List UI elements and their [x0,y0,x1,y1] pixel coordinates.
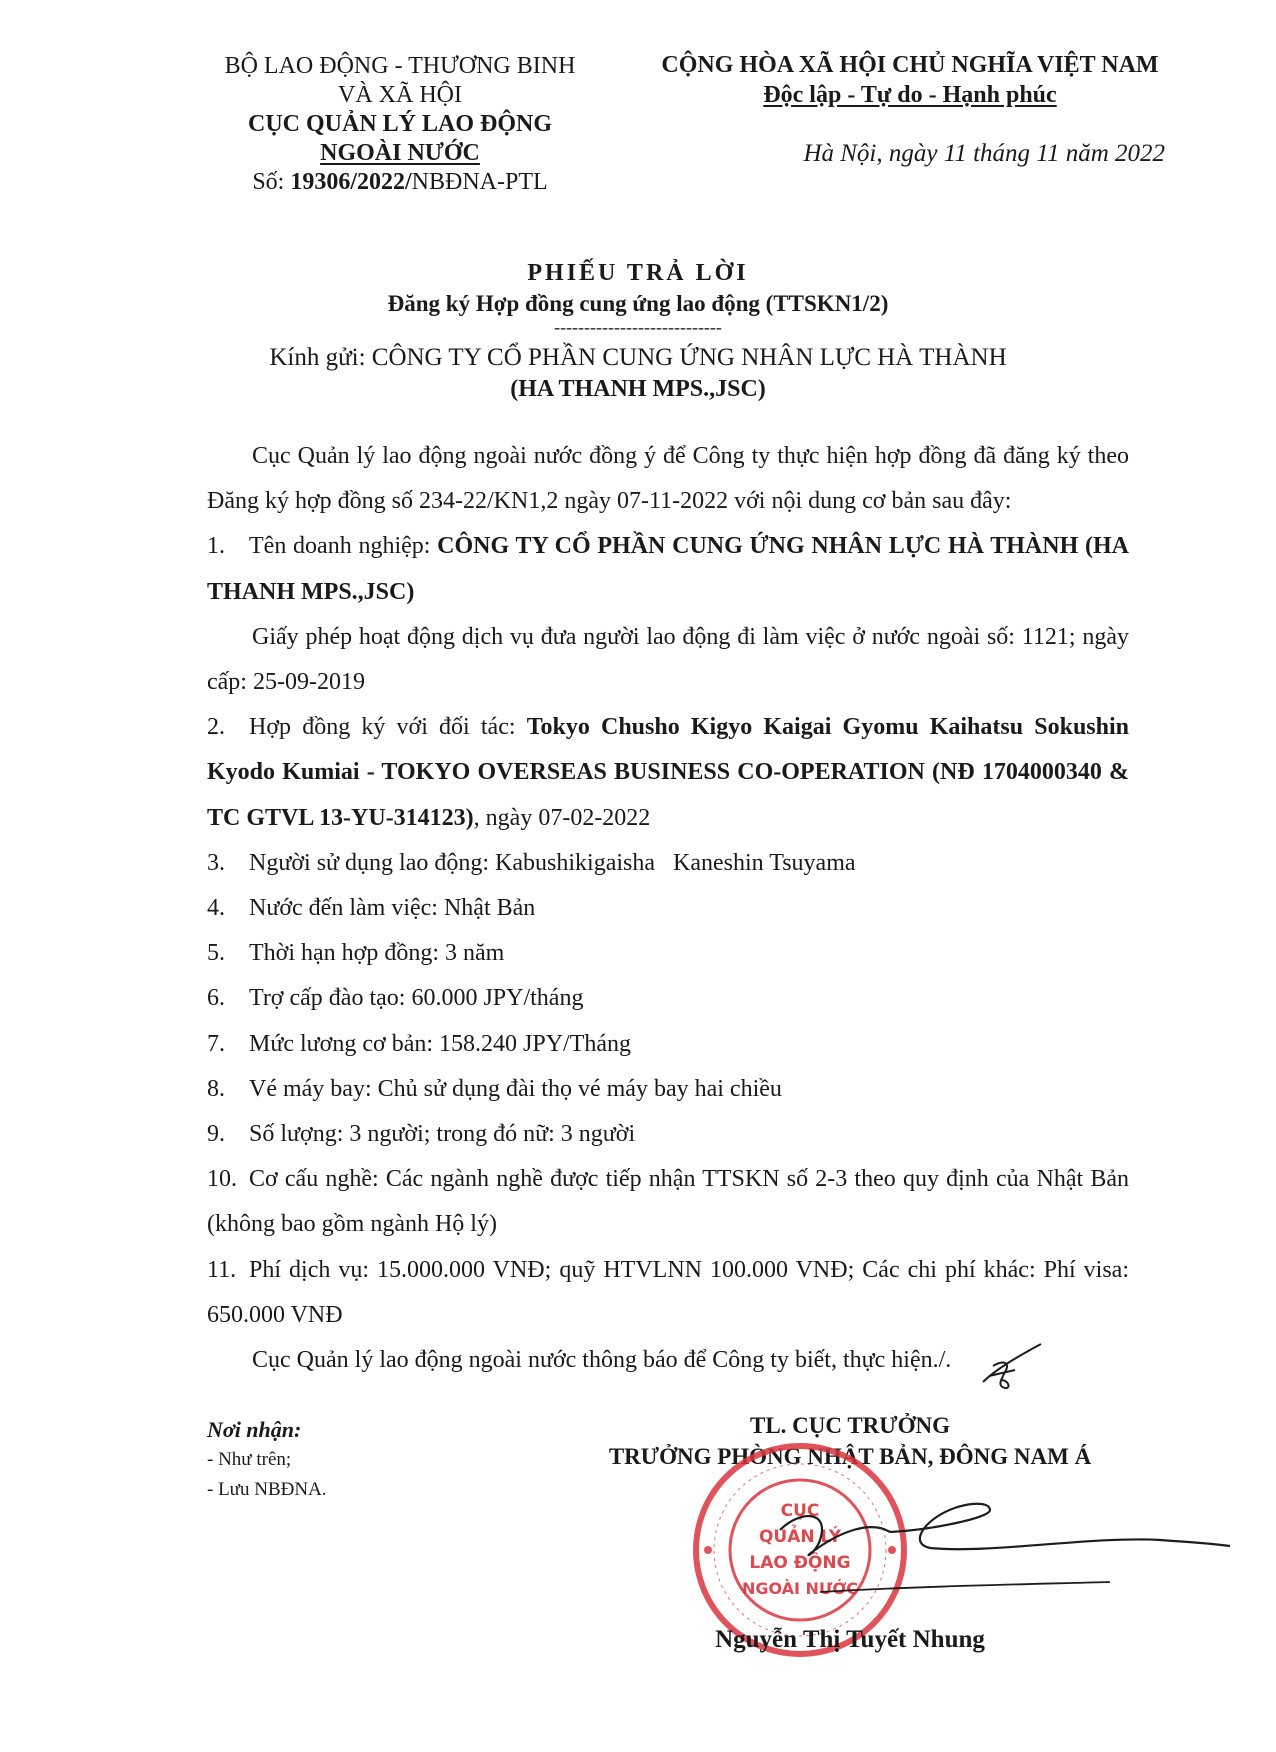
item-text: Vé máy bay: Chủ sử dụng đài thọ vé máy bay hai chiều [249,1075,782,1102]
item-9 [207,1112,1129,1157]
item-text: Nước đến làm việc: Nhật Bản [249,895,536,922]
item-11 [207,1248,1129,1338]
stamp-text-1: CỤC [780,1501,820,1521]
item-text: Người sử dụng lao động: Kabushikigaisha Kaneshin Tsuyama [249,849,856,876]
item-text: Thời hạn hợp đồng: 3 năm [249,940,505,967]
recipient-item: - Như trên; [207,1449,292,1470]
item-text: Phí dịch vụ: 15.000.000 VNĐ; quỹ HTVLNN 100.000 VNĐ; Các chi phí khác: Phí visa: 650.000 VNĐ [207,1256,1129,1328]
signer-position: TRƯỞNG PHÒNG NHẬT BẢN, ĐÔNG NAM Á [608,1444,1092,1469]
recipients-list [207,1415,327,1505]
partner-name: Tokyo Chusho Kigyo Kaigai Gyomu Kaihatsu Sokushin Kyodo Kumiai - TOKYO OVERSEAS BUSINESS CO-OPERATION (NĐ 1704000340 & TC GTVL 13-YU-314123) [207,714,1129,831]
recipient-line: Kính gửi: CÔNG TY CỔ PHẦN CUNG ỨNG NHÂN LỰC HÀ THÀNH [269,344,1007,371]
handwritten-signature-icon [760,1470,1240,1620]
recipient-item: - Lưu NBĐNA. [207,1479,327,1500]
national-motto: Độc lập - Tự do - Hạnh phúc [763,82,1057,108]
document-number-label: Số: [252,169,291,195]
intro-paragraph: Cục Quản lý lao động ngoài nước đồng ý để Công ty thực hiện hợp đồng đã đăng ký theo Đăng ký hợp đồng số 234-22/KN1,2 ngày 07-11-2022 với nội dung cơ bản sau đây: [207,443,1129,515]
item-3 [207,841,1129,886]
signer-authority: TL. CỤC TRƯỞNG [750,1413,950,1438]
document-number-suffix: NBĐNA-PTL [411,169,548,195]
title-block [0,258,1276,405]
license-paragraph: Giấy phép hoạt động dịch vụ đưa người lao động đi làm việc ở nước ngoài số: 1121; ngày cấp: 25-09-2019 [207,623,1129,696]
item-label: Tên doanh nghiệp: [249,533,438,560]
stamp-text-3: LAO ĐỘNG [749,1553,851,1573]
item-text: Trợ cấp đào tạo: 60.000 JPY/tháng [249,985,584,1012]
title-divider: ---------------------------- [554,317,722,337]
item-1 [207,524,1129,614]
item-label: Hợp đồng ký với đối tác: [249,714,527,741]
item-number: 5. [207,940,225,967]
item-number: 11. [207,1256,237,1283]
document-number [200,168,600,197]
closing-paragraph: Cục Quản lý lao động ngoài nước thông báo để Công ty biết, thực hiện./. [252,1347,952,1374]
stamp-text-2: QUẢN LÝ [758,1527,842,1547]
stamp-text-4: NGOÀI NƯỚC [741,1579,859,1598]
department-line-1: CỤC QUẢN LÝ LAO ĐỘNG [247,111,552,137]
ministry-line-2: VÀ XÃ HỘI [338,82,462,108]
ministry-line-1: BỘ LAO ĐỘNG - THƯƠNG BINH [224,53,576,79]
partner-date: , ngày 07-02-2022 [473,804,651,831]
item-number: 4. [207,895,225,922]
item-8 [207,1067,1129,1112]
item-2 [207,705,1129,841]
item-number: 6. [207,985,225,1012]
item-number: 9. [207,1121,225,1148]
item-text: Mức lương cơ bản: 158.240 JPY/Tháng [249,1030,632,1057]
issue-date: Hà Nội, ngày 11 tháng 11 năm 2022 [803,140,1165,167]
item-number: 1. [207,533,225,560]
document-number-value: 19306/2022/ [290,169,412,195]
item-7 [207,1022,1129,1067]
document-body [207,434,1129,1383]
item-10 [207,1157,1129,1247]
document-title: PHIẾU TRẢ LỜI [527,260,749,286]
recipient-abbreviation: (HA THANH MPS.,JSC) [510,376,766,402]
item-number: 3. [207,849,225,876]
item-5 [207,931,1129,976]
item-text: Số lượng: 3 người; trong đó nữ: 3 người [249,1121,636,1148]
item-number: 2. [207,714,225,741]
item-number: 7. [207,1030,225,1057]
national-header [630,50,1190,110]
company-name: CÔNG TY CỔ PHẦN CUNG ỨNG NHÂN LỰC HÀ THÀNH (HA THANH MPS.,JSC) [207,533,1129,605]
document-subtitle: Đăng ký Hợp đồng cung ứng lao động (TTSKN1/2) [387,291,889,316]
item-number: 8. [207,1075,225,1102]
item-4 [207,886,1129,931]
signer-name: Nguyễn Thị Tuyết Nhung [715,1626,985,1653]
department-line-2: NGOÀI NƯỚC [320,140,480,166]
item-number: 10. [207,1166,237,1193]
issuer-header [200,52,600,197]
initial-mark-icon [975,1340,1045,1400]
item-6 [207,976,1129,1021]
recipients-label: Nơi nhận: [207,1417,302,1442]
item-text: Cơ cấu nghề: Các ngành nghề được tiếp nhận TTSKN số 2-3 theo quy định của Nhật Bản (không bao gồm ngành Hộ lý) [207,1166,1129,1238]
country-name: CỘNG HÒA XÃ HỘI CHỦ NGHĨA VIỆT NAM [661,52,1159,78]
